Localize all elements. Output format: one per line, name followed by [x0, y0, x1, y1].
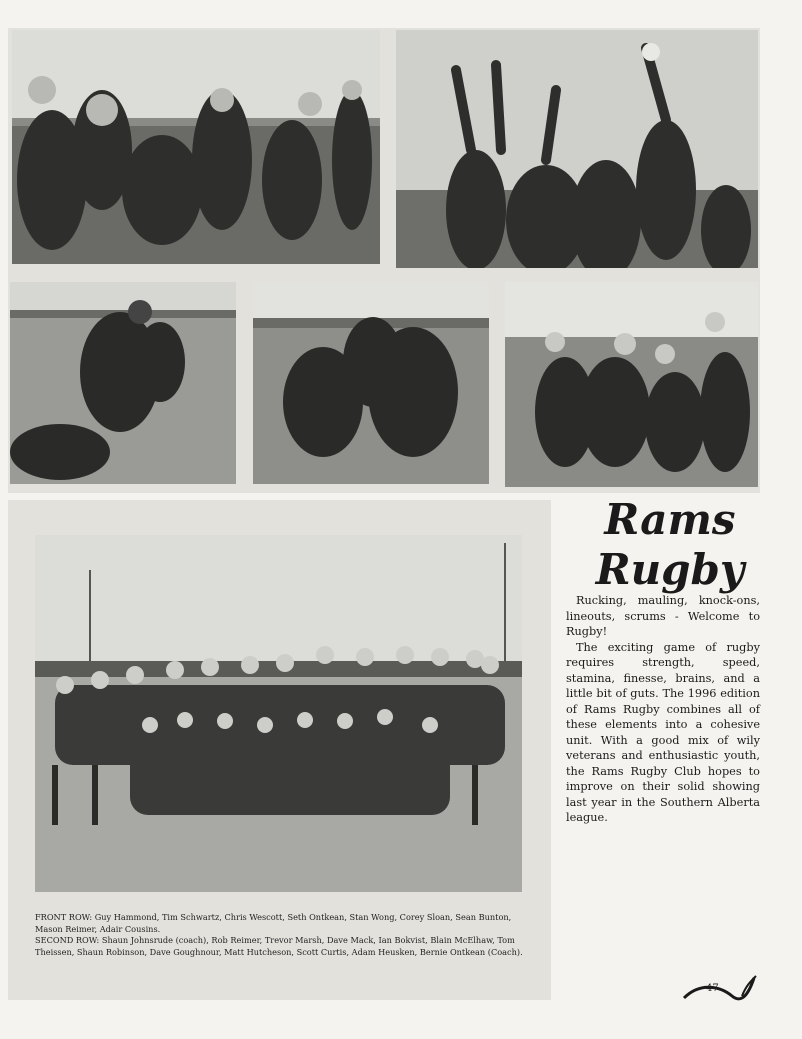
photo-run	[253, 282, 489, 484]
photo-team	[35, 535, 522, 892]
article-title	[560, 495, 780, 595]
photo-ruck-image	[505, 282, 758, 487]
article-body	[566, 593, 760, 826]
photo-lineout	[396, 30, 758, 268]
page-folio	[680, 972, 760, 1006]
article-paragraph-2: The exciting game of rugby requires strength, speed, stamina, finesse, brains, and a little bit of guts. The 1996 edition of Rams Rugby combines all of these elements into a cohesive unit. With a good mix of wily veterans and enthusiastic youth, the Rams Rugby Club hopes to improve on their solid showing last year in the Southern Alberta league.	[566, 640, 760, 824]
photo-run-image	[253, 282, 489, 484]
photo-scrum-practice	[12, 30, 380, 264]
photo-lineout-image	[396, 30, 758, 268]
photo-team-image	[35, 535, 522, 892]
photo-tackle	[10, 282, 236, 484]
photo-scrum-practice-image	[12, 30, 380, 264]
article-paragraph-1: Rucking, mauling, knock-ons, lineouts, scrums - Welcome to Rugby!	[566, 594, 760, 638]
caption-second-row: SECOND ROW: Shaun Johnsrude (coach), Rob Reimer, Trevor Marsh, Dave Mack, Ian Bokvist, Blain McElhaw, Tom Theissen, Shaun Robinson, Dave Goughnour, Matt Hutcheson, Scott Curtis, Adam Heusken, Bernie Ontkean (Coach).	[35, 935, 523, 957]
photo-ruck	[505, 282, 758, 487]
caption-front-row: FRONT ROW: Guy Hammond, Tim Schwartz, Chris Wescott, Seth Ontkean, Stan Wong, Corey Sloan, Sean Bunton, Mason Reimer, Adair Cousins.	[35, 912, 512, 934]
team-photo-caption	[35, 912, 525, 958]
page-number: 47	[706, 983, 719, 994]
title-line-2: Rugby	[595, 545, 745, 594]
photo-tackle-image	[10, 282, 236, 484]
swash-ornament-icon	[680, 972, 760, 1006]
title-line-1: Rams	[604, 495, 736, 544]
